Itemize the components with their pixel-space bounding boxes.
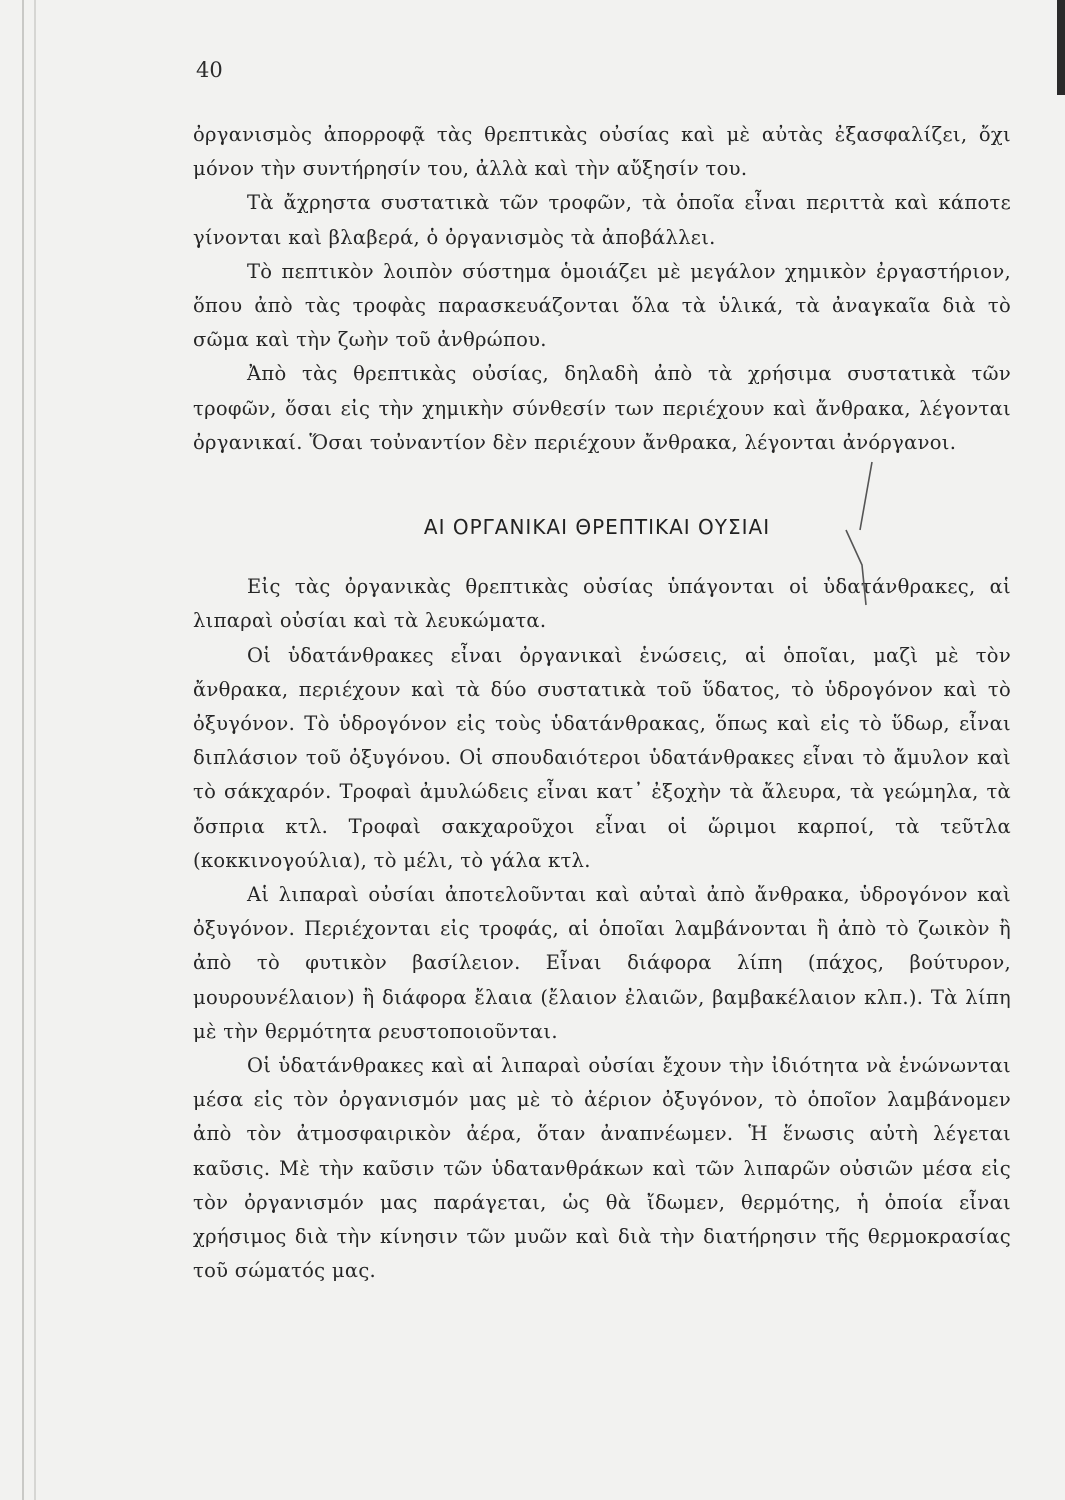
section-paragraph-2: Οἱ ὑδατάνθρακες εἶναι ὀργανικαὶ ἑνώσεις, αἱ ὁποῖαι, μαζὶ μὲ τὸν ἄνθρακα, περιέχουν καὶ τὰ δύο συστατικὰ τοῦ ὕδατος, τὸ ὑδρογόνον καὶ τὸ ὀξυγόνον. Τὸ ὑδρογόνον εἰς τοὺς ὑδατάνθρακας, ὅπως καὶ εἰς τὸ ὕδωρ, εἶναι διπλάσιον τοῦ ὀξυγόνου. Οἱ σπουδαιότεροι ὑδατάνθρακες εἶναι τὸ ἄμυλον καὶ τὸ σάκχαρόν. Τροφαὶ ἀμυλώδεις εἶναι κατ᾿ ἐξοχὴν τὰ ἄλευρα, τὰ γεώμηλα, τὰ ὄσπρια κτλ. Τροφαὶ σακχαροῦχοι εἶναι οἱ ὥριμοι καρποί, τὰ τεῦτλα (κοκκινογούλια), τὸ μέλι, τὸ γάλα κτλ. [193,643,1011,872]
section-heading: ΑΙ ΟΡΓΑΝΙΚΑΙ ΘΡΕΠΤΙΚΑΙ ΟΥΣΙΑΙ [423,515,771,540]
intro-paragraph-4: Ἀπὸ τὰς θρεπτικὰς οὐσίας, δηλαδὴ ἀπὸ τὰ χρήσιμα συστατικὰ τῶν τροφῶν, ὅσαι εἰς τὴν χημικὴν σύνθεσίν των περιέχουν καὶ ἄνθρακα, λέγονται ὀργανικαί. Ὅσαι τοὐναντίον δὲν περιέχουν ἄνθρακα, λέγονται ἀνόργανοι. [193,362,1011,454]
page-edge-line [22,0,24,1500]
page-body [193,118,1011,1289]
intro-paragraph-2: Τὰ ἄχρηστα συστατικὰ τῶν τροφῶν, τὰ ὁποῖα εἶναι περιττὰ καὶ κάποτε γίνονται καὶ βλαβερά, ὁ ὀργανισμὸς τὰ ἀποβάλλει. [193,191,1011,249]
section-paragraph-3: Αἱ λιπαραὶ οὐσίαι ἀποτελοῦνται καὶ αὐταὶ ἀπὸ ἄνθρακα, ὑδρογόνον καὶ ὀξυγόνον. Περιέχονται εἰς τροφάς, αἱ ὁποῖαι λαμβάνονται ἢ ἀπὸ τὸ ζωικὸν ἢ ἀπὸ τὸ φυτικὸν βασίλειον. Εἶναι διάφορα λίπη (πάχος, βούτυρον, μουρουνέλαιον) ἢ διάφορα ἔλαια (ἔλαιον ἐλαιῶν, βαμβακέλαιον κλπ.). Τὰ λίπη μὲ τὴν θερμότητα ρευστοποιοῦνται. [193,883,1011,1043]
section-paragraph-4: Οἱ ὑδατάνθρακες καὶ αἱ λιπαραὶ οὐσίαι ἔχουν τὴν ἰδιότητα νὰ ἑνώνωνται μέσα εἰς τὸν ὀργανισμόν μας μὲ τὸ ἀέριον ὀξυγόνον, τὸ ὁποῖον λαμβάνομεν ἀπὸ τὸν ἀτμοσφαιρικὸν ἀέρα, ὅταν ἀναπνέωμεν. Ἡ ἕνωσις αὐτὴ λέγεται καῦσις. Μὲ τὴν καῦσιν τῶν ὑδατανθράκων καὶ τῶν λιπαρῶν οὐσιῶν μέσα εἰς τὸν ὀργανισμόν μας παράγεται, ὡς θὰ ἴδωμεν, θερμότης, ἡ ὁποία εἶναι χρήσιμος διὰ τὴν κίνησιν τῶν μυῶν καὶ διὰ τὴν διατήρησιν τῆς θερμοκρασίας τοῦ σώματός μας. [193,1054,1011,1283]
binding-shadow [1057,0,1065,95]
section-paragraph-1: Εἰς τὰς ὀργανικὰς θρεπτικὰς οὐσίας ὑπάγονται οἱ ὑδατάνθρακες, αἱ λιπαραὶ οὐσίαι καὶ τὰ λευκώματα. [193,575,1011,633]
intro-paragraph-3: Τὸ πεπτικὸν λοιπὸν σύστημα ὁμοιάζει μὲ μεγάλον χημικὸν ἐργαστήριον, ὅπου ἀπὸ τὰς τροφὰς παρασκευάζονται ὅλα τὰ ὑλικά, τὰ ἀναγκαῖα διὰ τὸ σῶμα καὶ τὴν ζωὴν τοῦ ἀνθρώπου. [193,259,1011,352]
page-number: 40 [196,58,223,82]
intro-paragraph-1: ὀργανισμὸς ἀπορροφᾷ τὰς θρεπτικὰς οὐσίας καὶ μὲ αὐτὰς ἐξασφαλίζει, ὄχι μόνον τὴν συντήρησίν του, ἀλλὰ καὶ τὴν αὔξησίν του. [193,123,1011,181]
page-edge-line [34,0,36,1500]
